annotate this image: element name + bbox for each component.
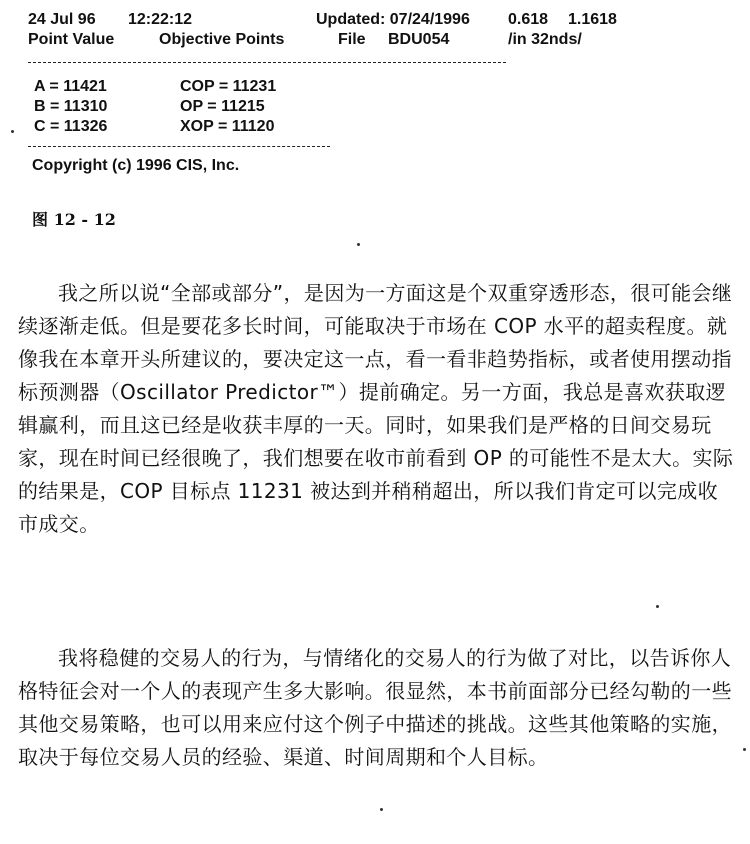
header-row-2 (28, 30, 582, 50)
copyright-line: Copyright (c) 1996 CIS, Inc. (32, 157, 240, 174)
scan-speck (380, 808, 383, 811)
paragraph-1-text: 我之所以说“全部或部分”，是因为一方面这是个双重穿透形态，很可能会继续逐渐走低。但是要花多长时间，可能取决于市场在 COP 水平的超卖程度。就像我在本章开头所建议的，要决定这一点，看一看非趋势指标，或者使用摆动指标预测器（Oscillator Predictor™）提前确定。另一方面，我总是喜欢获取逻辑赢利，而且这已经是收获丰厚的一天。同时，如果我们是严格的日间交易玩家，现在时间已经很晚了，我们想要在收市前看到 OP 的可能性不是太大。实际的结果是，COP 目标点 11231 被达到并稍稍超出，所以我们肯定可以完成收市成交。 (18, 281, 734, 536)
unit-label: /in 32nds/ (508, 31, 582, 48)
header-row-1 (28, 10, 617, 30)
divider-bottom (28, 146, 330, 147)
point-c: C = 11326 (34, 118, 108, 135)
scan-speck (656, 605, 659, 608)
objective-points-label: Objective Points (159, 31, 285, 48)
ratio-1: 0.618 (508, 11, 549, 28)
point-row-3 (28, 117, 328, 137)
divider-top (28, 62, 506, 63)
body-paragraph-2 (18, 642, 738, 774)
updated-date: Updated: 07/24/1996 (316, 11, 470, 28)
report-date: 24 Jul 96 (28, 11, 96, 28)
point-b: B = 11310 (34, 98, 108, 115)
scan-speck (11, 130, 14, 133)
point-cop: COP = 11231 (180, 78, 277, 95)
figure-label: 图 12 - 12 (32, 210, 116, 229)
point-a: A = 11421 (34, 78, 107, 95)
scan-speck (357, 243, 360, 246)
point-values-table (28, 77, 328, 137)
ratio-2: 1.1618 (568, 11, 617, 28)
body-paragraph-1 (18, 277, 738, 541)
report-header (28, 10, 617, 50)
scan-speck (743, 748, 746, 751)
point-row-2 (28, 97, 328, 117)
point-op: OP = 11215 (180, 98, 265, 115)
file-label: File (338, 31, 366, 48)
point-xop: XOP = 11120 (180, 118, 275, 135)
point-value-label: Point Value (28, 31, 115, 48)
file-name: BDU054 (388, 31, 450, 48)
paragraph-2-text: 我将稳健的交易人的行为，与情绪化的交易人的行为做了对比，以告诉你人格特征会对一个人的表现产生多大影响。很显然，本书前面部分已经勾勒的一些其他交易策略，也可以用来应付这个例子中描述的挑战。这些其他策略的实施，取决于每位交易人员的经验、渠道、时间周期和个人目标。 (18, 646, 732, 769)
report-time: 12:22:12 (128, 11, 193, 28)
point-row-1 (28, 77, 328, 97)
